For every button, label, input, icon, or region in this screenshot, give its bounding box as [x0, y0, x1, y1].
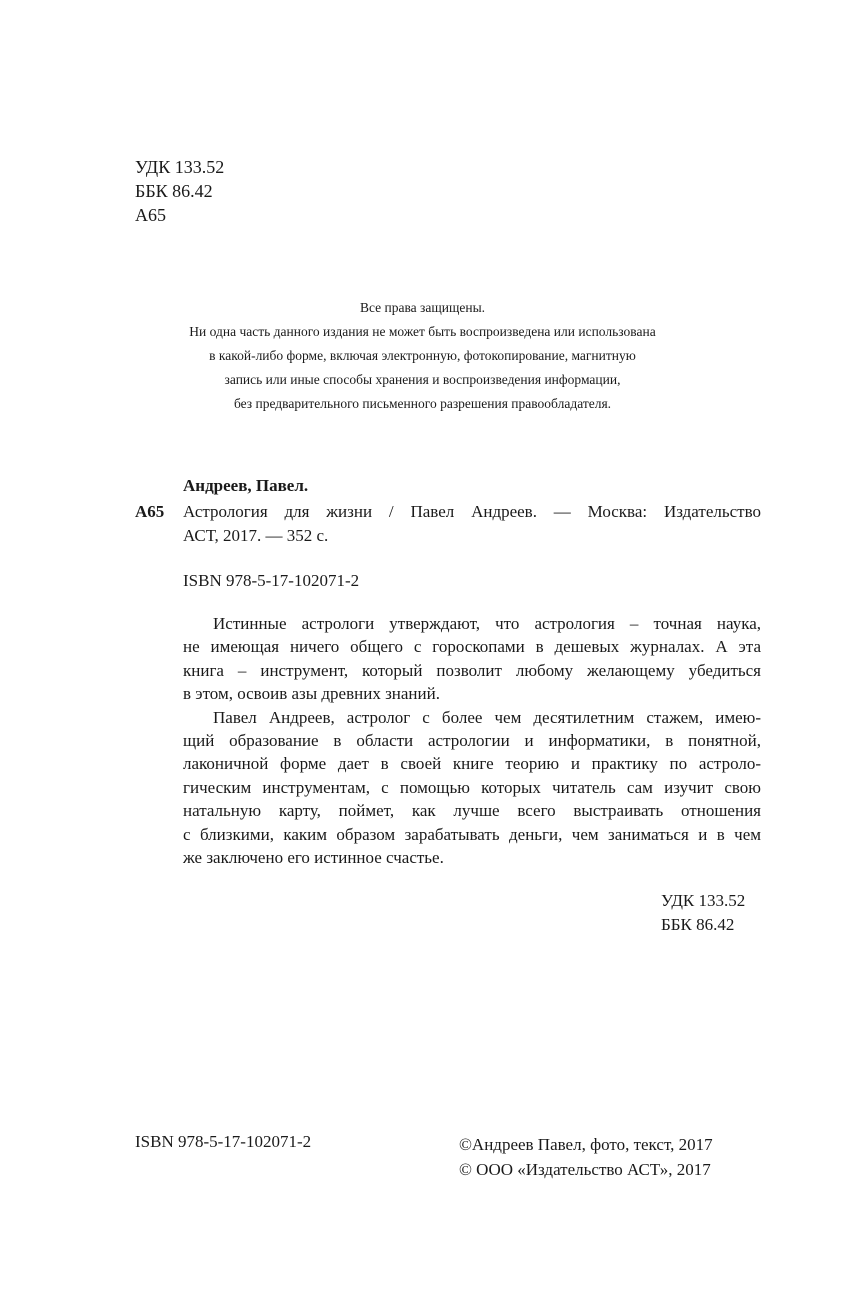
annotation-line: в этом, освоив азы древних знаний.: [183, 684, 440, 704]
copyright-block: [459, 1132, 713, 1182]
copyright-author: ©Андреев Павел, фото, текст, 2017: [459, 1135, 713, 1154]
rights-line: запись или иные способы хранения и воспроизведения информации,: [224, 372, 621, 387]
bbk-code: ББК 86.42: [135, 181, 213, 201]
copyright-publisher: © ООО «Издательство АСТ», 2017: [459, 1160, 711, 1179]
annotation-line: с близкими, каким образом зарабатывать деньги, чем заниматься и в чем: [183, 824, 761, 844]
annotation-line: натальную карту, поймет, как лучше всего выстраивать отношения: [183, 801, 761, 821]
rights-line: в какой-либо форме, включая электронную, фотокопирование, магнитную: [209, 348, 636, 363]
annotation-line: лаконичной форме дает в своей книге теорию и практику по астроло-: [183, 754, 761, 774]
annotation-line: книга – инструмент, который позволит любому желающему убедиться: [183, 660, 761, 680]
rights-line: Все права защищены.: [359, 300, 486, 315]
bib-isbn: ISBN 978-5-17-102071-2: [183, 571, 360, 590]
rights-notice: [0, 296, 845, 416]
bib-description-line: Астрология для жизни / Павел Андреев. — Москва: Издательство: [183, 502, 761, 521]
author-mark: А65: [135, 205, 166, 225]
annotation-line: Истинные астрологи утверждают, что астрология – точная наука,: [213, 614, 761, 633]
classification-block-bottom: [661, 889, 745, 937]
bib-author-mark: А65: [135, 502, 165, 521]
bib-description-line: АСТ, 2017. — 352 с.: [183, 526, 329, 545]
bib-description: [183, 500, 761, 548]
bib-author: Андреев, Павел.: [183, 476, 309, 495]
udk-code: УДК 133.52: [135, 157, 225, 177]
bbk-code: ББК 86.42: [661, 915, 735, 934]
udk-code: УДК 133.52: [661, 891, 746, 910]
classification-block-top: [135, 155, 224, 227]
annotation: [183, 612, 761, 869]
footer-isbn: ISBN 978-5-17-102071-2: [135, 1132, 312, 1151]
rights-line: без предварительного письменного разрешения правообладателя.: [233, 396, 612, 411]
annotation-line: Павел Андреев, астролог с более чем десятилетним стажем, имею-: [213, 707, 761, 727]
annotation-line: не имеющая ничего общего с гороскопами в дешевых журналах. А эта: [183, 637, 761, 657]
rights-line: Ни одна часть данного издания не может быть воспроизведена или использована: [189, 324, 656, 339]
annotation-line: щий образование в области астрологии и информатики, в понятной,: [183, 731, 761, 751]
annotation-line: же заключено его истинное счастье.: [183, 848, 444, 868]
annotation-line: гическим инструментам, с помощью которых читатель сам изучит свою: [183, 777, 761, 797]
